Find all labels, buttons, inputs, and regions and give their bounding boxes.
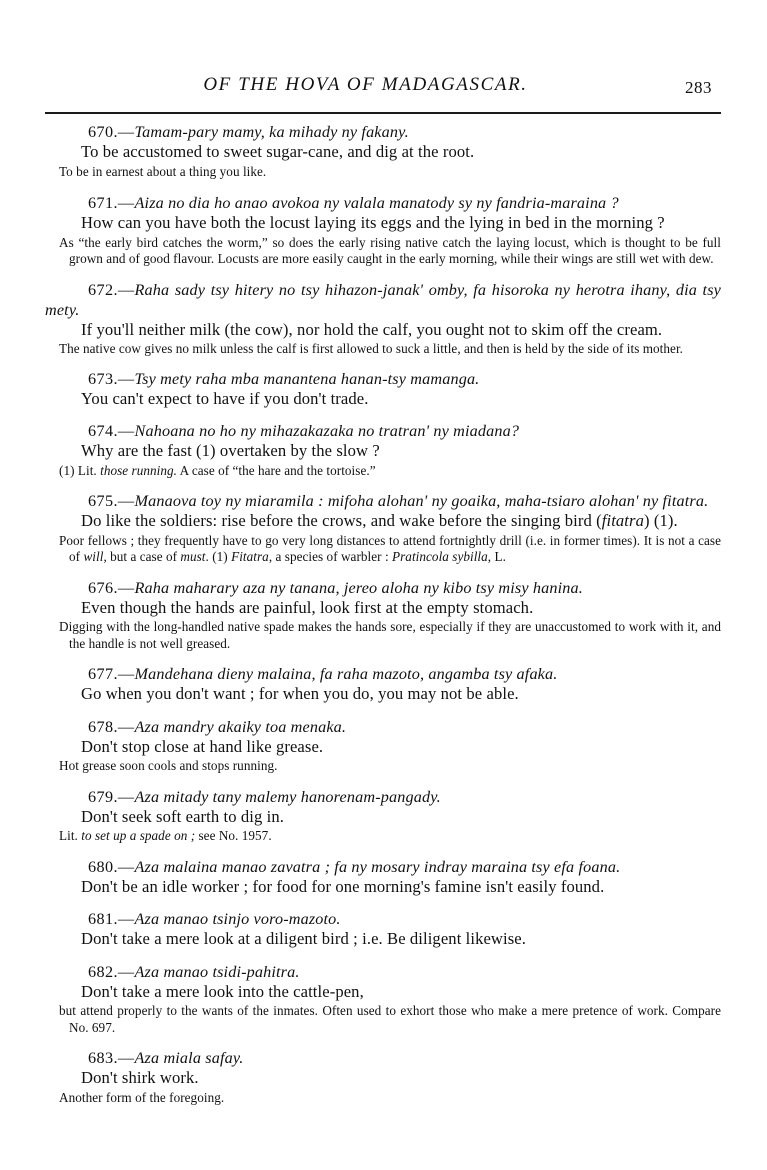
proverb-text [45,1048,721,1068]
proverb-number: 680.— [88,857,135,876]
proverb-note [45,828,721,845]
italic-run: those running. [100,462,178,478]
proverb-text [45,369,721,389]
running-head [0,74,767,100]
proverb-number: 675.— [88,492,135,510]
proverb-entry [45,717,721,775]
proverb-text [45,421,721,441]
proverb-entry [45,369,721,410]
proverb-malagasy: Nahoana no ho ny mihazakazaka no tratran' ny miadana? [134,422,520,440]
proverb-text [45,491,721,511]
proverb-translation: Don't stop close at hand like grease. [81,736,324,756]
proverb-number: 679.— [88,787,135,806]
proverb-text [45,787,721,807]
proverb-malagasy: Aza mandry akaiky toa menaka. [134,717,347,736]
proverb-number: 672.— [88,280,135,299]
italic-run: to set up a spade on ; [81,828,196,843]
proverb-note: Another form of the foregoing. [59,1089,225,1105]
proverb-malagasy: Aza malaina manao zavatra ; fa ny mosary indray maraina tsy efa foana. [134,857,621,876]
proverb-text [45,717,721,737]
page-title: OF THE HOVA OF MADAGASCAR. [203,74,528,95]
text-run: , but a case of [103,549,181,564]
proverb-translation: Even though the hands are painful, look first at the empty stomach. [81,597,534,617]
proverb-translation: To be accustomed to sweet sugar-cane, and dig at the root. [81,142,475,161]
page-number: 283 [685,78,712,97]
text-run: Do like the soldiers: rise before the crows, and wake before the singing bird ( [81,511,602,530]
proverb-number: 682.— [88,962,135,981]
proverb-entry [45,578,721,653]
proverb-entry [45,491,721,566]
proverb-translation: Don't take a mere look at a diligent bird ; i.e. Be diligent likewise. [81,929,526,948]
proverb-malagasy: Raha maharary aza ny tanana, jereo aloha ny kibo tsy misy hanina. [134,578,583,597]
italic-run: fitatra [601,511,644,530]
proverb-entry [45,193,721,268]
proverb-note: Hot grease soon cools and stops running. [59,758,278,773]
text-run: Poor fellows ; they frequently have to go very long distances to attend fortnightly drill (i.e. in former times). It is not a case of [59,532,721,564]
proverb-text [45,193,721,213]
proverb-malagasy: Aiza no dia ho anao avokoa ny valala manatody sy ny fandria-maraina ? [134,194,619,212]
text-run: ) (1). [643,511,678,530]
proverb-malagasy: Manaova toy ny miaramila : mifoha alohan' ny goaika, maha-tsiaro alohan' ny fitatra. [134,492,709,510]
proverb-note [45,533,721,566]
proverb-malagasy: Tamam-pary mamy, ka mihady ny fakany. [134,123,409,141]
proverb-text [45,962,721,982]
proverb-entry [45,664,721,705]
proverb-malagasy: Aza manao tsinjo voro-mazoto. [134,910,341,928]
italic-run: Pratincola sybilla [392,549,488,564]
proverb-entry [45,909,721,950]
text-run: (1) Lit. [59,462,101,478]
proverb-text [45,664,721,684]
proverb-malagasy: Aza mitady tany malemy hanorenam-pangady. [134,787,441,806]
header-rule [45,112,721,114]
proverb-number: 683.— [88,1049,135,1067]
proverb-malagasy: Raha sady tsy hitery no tsy hihazon-janak' omby, fa hisoroka ny herotra ihany, dia tsy mety. [45,280,721,319]
proverb-note [45,463,721,480]
proverb-malagasy: Mandehana dieny malaina, fa raha mazoto, angamba tsy afaka. [134,665,558,683]
proverb-entry [45,280,721,358]
text-run: , L. [487,549,506,564]
text-run: , a species of warbler : [268,549,393,564]
proverb-translation: How can you have both the locust laying its eggs and the lying in bed in the morning ? [81,213,665,232]
proverb-text [45,909,721,929]
proverb-note: Digging with the long-handled native spade makes the hands sore, especially if they are unaccustomed to work with it, and the handle is not well greased. [59,619,721,651]
proverb-note: As “the early bird catches the worm,” so does the early rising native catch the laying locust, which is thought to be full grown and of good flavour. Locusts are more easily caught in the early morning, while their wings are still wet with dew. [59,234,721,266]
italic-run: Fitatra [231,549,269,564]
proverb-entry [45,787,721,845]
proverb-number: 681.— [88,910,135,928]
proverb-note: The native cow gives no milk unless the calf is first allowed to suck a little, and then is held by the side of its mother. [59,341,684,356]
proverb-entry [45,857,721,898]
proverb-entry [45,1048,721,1106]
proverb-malagasy: Aza manao tsidi-pahitra. [134,962,300,981]
proverb-number: 674.— [88,422,135,440]
proverb-number: 676.— [88,578,135,597]
proverb-translation: Why are the fast (1) overtaken by the slow ? [81,441,380,460]
proverb-number: 678.— [88,717,135,736]
proverb-entry [45,962,721,1037]
text-run: . (1) [205,549,232,564]
proverb-text [45,857,721,877]
proverb-text [45,578,721,598]
proverb-note: but attend properly to the wants of the inmates. Often used to exhort those who make a mere pretence of work. Compare No. 697. [59,1003,721,1035]
proverb-text [45,122,721,142]
proverb-translation: Don't be an idle worker ; for food for one morning's famine isn't easily found. [81,876,605,896]
proverb-text [45,280,721,320]
text-run: see No. 1957. [195,828,272,843]
proverb-number: 673.— [88,369,135,388]
proverb-malagasy: Tsy mety raha mba manantena hanan-tsy mamanga. [134,369,480,388]
proverb-malagasy: Aza miala safay. [134,1049,244,1067]
proverb-translation: Don't shirk work. [81,1068,199,1087]
proverb-number: 671.— [88,194,135,212]
text-run: Lit. [59,828,82,843]
proverb-translation: If you'll neither milk (the cow), nor hold the calf, you ought not to skim off the cream. [81,319,663,339]
proverb-number: 677.— [88,665,135,683]
proverb-translation: Go when you don't want ; for when you do, you may not be able. [81,684,519,703]
proverb-translation: You can't expect to have if you don't trade. [81,388,369,408]
proverb-number: 670.— [88,123,135,141]
proverb-translation: Don't seek soft earth to dig in. [81,806,284,826]
proverb-translation [45,511,721,532]
proverb-entry [45,122,721,180]
italic-run: must [180,549,206,564]
italic-run: will [83,549,104,564]
proverb-list [45,122,721,1115]
proverb-entry [45,421,721,479]
proverb-translation: Don't take a mere look into the cattle-pen, [81,981,364,1001]
proverb-note: To be in earnest about a thing you like. [59,163,267,179]
text-run: A case of “the hare and the tortoise.” [177,462,376,478]
